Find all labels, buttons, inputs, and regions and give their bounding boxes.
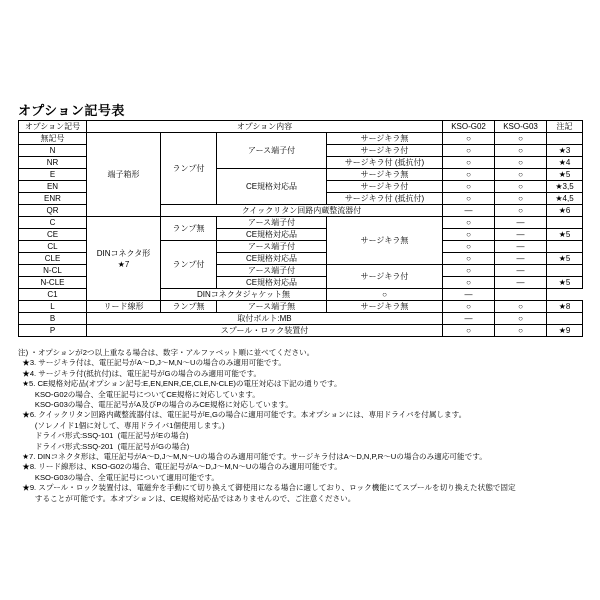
cell-din-jacket: DINコネクタジャケット無 (161, 289, 327, 301)
cell-note (495, 289, 547, 301)
cell-option-code: CLE (19, 253, 87, 265)
cell-sub-label: ランプ付 (161, 133, 217, 205)
cell-g03: — (495, 277, 547, 289)
cell-sub-label: ランプ無 (161, 217, 217, 241)
footnote-line: ★3. サージキラ付は、電圧記号がA〜D,J〜M,N〜Uの場合のみ適用可能です。 (18, 358, 286, 368)
cell-option-code: NR (19, 157, 87, 169)
cell-group-label: 端子箱形 (87, 133, 161, 217)
cell-sub-label: ランプ付 (161, 241, 217, 289)
cell-option-code: QR (19, 205, 87, 217)
cell-g02: — (443, 205, 495, 217)
footnote-line: ドライバ形式:SSQ-101 (電圧記号がEの場合) (18, 431, 189, 441)
cell-g03: — (495, 217, 547, 229)
cell-sub-label: ランプ無 (161, 301, 217, 313)
cell-ce-compliant: CE規格対応品 (217, 253, 327, 265)
cell-ce-compliant: CE規格対応品 (217, 229, 327, 241)
table-row (19, 313, 583, 325)
cell-g03: ○ (495, 157, 547, 169)
footnote-line: ★7. DINコネクタ形は、電圧記号がA〜D,J〜M,N〜Uの場合のみ適用可能です。サージキラ付はA〜D,N,P,R〜Uの場合のみ適応可能です。 (18, 452, 487, 462)
cell-note: ★5 (547, 229, 583, 241)
cell-g02: ○ (443, 145, 495, 157)
cell-g03: ○ (495, 133, 547, 145)
cell-spool-lock: スプール・ロック装置付 (87, 325, 443, 337)
cell-note: ★3,5 (547, 181, 583, 193)
group-label-note: ★7 (117, 259, 130, 269)
header-kso-g02: KSO-G02 (443, 121, 495, 133)
cell-g02: ○ (443, 325, 495, 337)
footnotes (18, 348, 584, 504)
cell-g02: ○ (443, 253, 495, 265)
table-row (19, 301, 583, 313)
cell-surge-killer: サージキラ付 (327, 265, 443, 289)
footnote-line: することが可能です。本オプションは、CE規格対応品ではありませんので、ご注意ください。 (18, 493, 356, 503)
cell-surge-killer: サージキラ付 (327, 145, 443, 157)
header-option-code: オプション記号 (19, 121, 87, 133)
cell-note: ★5 (547, 169, 583, 181)
header-note: 注記 (547, 121, 583, 133)
footnote-line: ★8. リード線形は、KSO-G02の場合、電圧記号がA〜D,J〜M,N〜Uの場合のみ適用可能です。 (18, 462, 342, 472)
cell-g03: — (443, 289, 495, 301)
cell-option-code: 無記号 (19, 133, 87, 145)
cell-surge-killer: サージキラ付 (327, 181, 443, 193)
cell-g03: ○ (495, 145, 547, 157)
cell-option-code: E (19, 169, 87, 181)
cell-g02: ○ (443, 193, 495, 205)
cell-g02: ○ (443, 301, 495, 313)
cell-option-code: N-CLE (19, 277, 87, 289)
cell-g03: ○ (495, 313, 547, 325)
cell-ce-compliant: CE規格対応品 (217, 169, 327, 205)
cell-surge-killer: サージキラ無 (327, 133, 443, 145)
page-title: オプション記号表 (18, 103, 125, 118)
cell-note: ★3 (547, 145, 583, 157)
cell-note (547, 265, 583, 277)
cell-g03: — (495, 241, 547, 253)
cell-option-code: C (19, 217, 87, 229)
cell-g03: — (495, 229, 547, 241)
cell-g02: ○ (443, 157, 495, 169)
cell-terminal-type: アース端子付 (217, 265, 327, 277)
cell-surge-killer: サージキラ付 (抵抗付) (327, 193, 443, 205)
footnote-line: KSO-G02の場合、全電圧記号についてCE規格に対応しています。 (18, 389, 260, 399)
cell-g03: ○ (495, 205, 547, 217)
cell-note: ★6 (547, 205, 583, 217)
footnote-line: ドライバ形式:SSQ-201 (電圧記号がGの場合) (18, 441, 190, 451)
cell-terminal-type: アース端子付 (217, 133, 327, 169)
cell-note: ★4,5 (547, 193, 583, 205)
cell-mounting-bolt: 取付ボルト:MB (87, 313, 443, 325)
option-code-table (18, 120, 583, 337)
cell-surge-killer: サージキラ付 (抵抗付) (327, 157, 443, 169)
cell-surge-killer: サージキラ無 (327, 301, 443, 313)
table-row (19, 133, 583, 145)
cell-option-code: P (19, 325, 87, 337)
cell-g03: ○ (495, 193, 547, 205)
cell-option-code: N-CL (19, 265, 87, 277)
cell-g02: ○ (327, 289, 443, 301)
cell-g02: ○ (443, 217, 495, 229)
footnote-line: 注) ・オプションが2つ以上重なる場合は、数字・アルファベット順に並べてください。 (18, 348, 315, 357)
cell-terminal-type: アース端子付 (217, 241, 327, 253)
cell-g02: ○ (443, 181, 495, 193)
cell-option-code: CL (19, 241, 87, 253)
footnote-line: ★5. CE規格対応品(オプション記号:E,EN,ENR,CE,CLE,N-CLE)の電圧対応は下記の通りです。 (18, 379, 342, 389)
footnote-line: ★9. スプール・ロック装置付は、電磁弁を手動にて切り換えて御使用になる場合に適しており、ロック機能にてスプールを切り換えた状態で固定 (18, 483, 516, 493)
cell-option-code: B (19, 313, 87, 325)
cell-g03: ○ (495, 169, 547, 181)
cell-option-code: N (19, 145, 87, 157)
footnote-line: KSO-G03の場合、全電圧記号について適用可能です。 (18, 472, 219, 482)
cell-note: ★8 (547, 301, 583, 313)
cell-note (547, 217, 583, 229)
cell-group-label (87, 217, 161, 301)
cell-g02: ○ (443, 169, 495, 181)
header-option-content: オプション内容 (87, 121, 443, 133)
cell-g03: — (495, 253, 547, 265)
cell-note: ★5 (547, 253, 583, 265)
cell-option-code: C1 (19, 289, 87, 301)
cell-g02: ○ (443, 229, 495, 241)
cell-g02: ○ (443, 265, 495, 277)
cell-note (547, 133, 583, 145)
cell-terminal-type: アース端子付 (217, 217, 327, 229)
cell-g03: ○ (495, 325, 547, 337)
footnote-line: ★6. クイックリタン回路内蔵整流器付は、電圧記号がE,Gの場合に適用可能です。本オプションには、専用ドライバを付属します。 (18, 410, 467, 420)
cell-surge-killer: サージキラ無 (327, 169, 443, 181)
cell-quick-return: クイックリタン回路内蔵整流器付 (161, 205, 443, 217)
cell-g03: ○ (495, 181, 547, 193)
cell-note: ★5 (547, 277, 583, 289)
footnote-line: KSO-G03の場合、電圧記号がA及びPの場合のみCE規格に対応しています。 (18, 400, 293, 410)
cell-g02: — (443, 313, 495, 325)
footnote-line: ★4. サージキラ付(抵抗付)は、電圧記号がGの場合のみ適用可能です。 (18, 368, 262, 378)
group-label-text: DINコネクタ形 (96, 248, 151, 258)
cell-g02: ○ (443, 133, 495, 145)
cell-surge-killer: サージキラ無 (327, 217, 443, 265)
cell-ce-compliant: CE規格対応品 (217, 277, 327, 289)
cell-option-code: EN (19, 181, 87, 193)
cell-note (547, 241, 583, 253)
cell-note (547, 313, 583, 325)
cell-terminal-type: アース端子無 (217, 301, 327, 313)
cell-g03: ○ (495, 301, 547, 313)
table-row (19, 217, 583, 229)
footnote-line: (ソレノイド1個に対して、専用ドライバ1個使用します。) (18, 420, 225, 430)
cell-note: ★4 (547, 157, 583, 169)
cell-g02: ○ (443, 241, 495, 253)
cell-option-code: ENR (19, 193, 87, 205)
table-row (19, 325, 583, 337)
cell-option-code: CE (19, 229, 87, 241)
cell-group-label: リード線形 (87, 301, 161, 313)
cell-option-code: L (19, 301, 87, 313)
header-kso-g03: KSO-G03 (495, 121, 547, 133)
table-header-row (19, 121, 583, 133)
cell-note: ★9 (547, 325, 583, 337)
cell-g03: — (495, 265, 547, 277)
cell-g02: ○ (443, 277, 495, 289)
